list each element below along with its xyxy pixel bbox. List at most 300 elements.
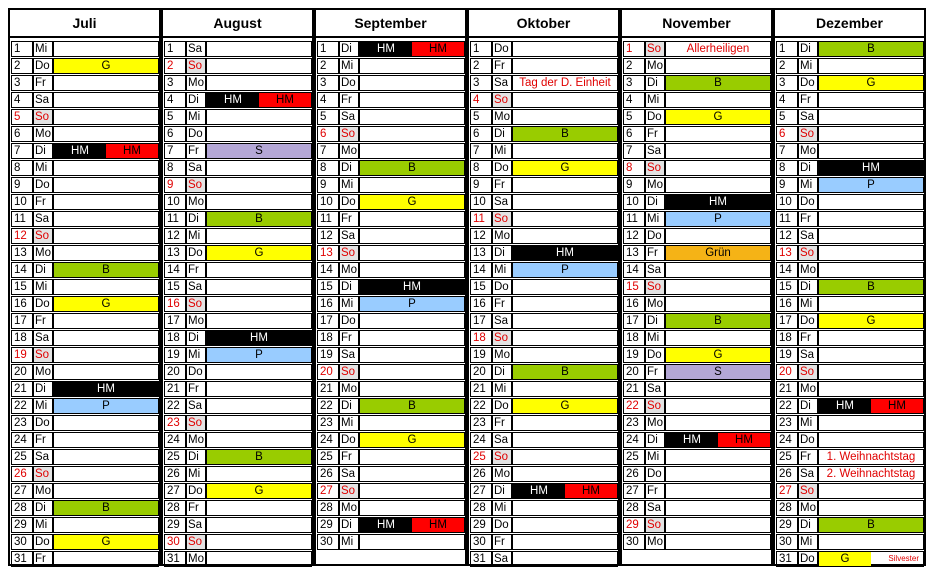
event-hm-red: HM xyxy=(412,42,464,56)
event-cell[interactable] xyxy=(665,364,771,380)
event-cell[interactable] xyxy=(512,75,618,91)
day-row xyxy=(10,92,159,109)
weekday: Mi xyxy=(798,58,818,74)
event-cell[interactable] xyxy=(53,160,159,176)
event-cell[interactable] xyxy=(665,194,771,210)
day-row xyxy=(316,109,465,126)
day-number: 18 xyxy=(317,330,339,346)
event-hm: HM xyxy=(513,484,565,498)
day-row xyxy=(10,143,159,160)
day-row xyxy=(775,262,924,279)
event-cell[interactable] xyxy=(206,415,312,431)
event-cell[interactable] xyxy=(665,109,771,125)
event-cell[interactable] xyxy=(818,432,924,448)
day-number: 27 xyxy=(623,483,645,499)
event-cell[interactable] xyxy=(359,58,465,74)
day-number: 16 xyxy=(470,296,492,312)
event-cell[interactable] xyxy=(53,92,159,108)
event-cell[interactable] xyxy=(665,534,771,550)
event-cell[interactable] xyxy=(206,92,312,108)
event-cell[interactable] xyxy=(818,58,924,74)
event-cell[interactable] xyxy=(359,228,465,244)
event-cell[interactable] xyxy=(206,160,312,176)
event-cell[interactable] xyxy=(665,432,771,448)
event-cell[interactable] xyxy=(53,449,159,465)
event-cell[interactable] xyxy=(665,92,771,108)
weekday: So xyxy=(492,92,512,108)
event-cell[interactable] xyxy=(665,296,771,312)
event-cell[interactable] xyxy=(53,194,159,210)
event-cell[interactable] xyxy=(206,483,312,499)
event-cell[interactable] xyxy=(665,483,771,499)
event-cell[interactable] xyxy=(818,296,924,312)
day-number: 28 xyxy=(470,500,492,516)
event-cell[interactable] xyxy=(53,245,159,261)
event-cell[interactable] xyxy=(53,211,159,227)
event-cell[interactable] xyxy=(512,398,618,414)
event-cell[interactable] xyxy=(665,500,771,516)
event-cell[interactable] xyxy=(818,415,924,431)
weekday: Sa xyxy=(798,347,818,363)
weekday: Mo xyxy=(186,75,206,91)
event-cell[interactable] xyxy=(53,364,159,380)
event-cell[interactable] xyxy=(53,347,159,363)
day-row xyxy=(775,228,924,245)
event-cell[interactable] xyxy=(512,92,618,108)
event-cell[interactable] xyxy=(665,126,771,142)
weekday: Sa xyxy=(339,347,359,363)
day-row xyxy=(10,330,159,347)
event-cell[interactable] xyxy=(512,194,618,210)
event-cell[interactable] xyxy=(512,160,618,176)
day-row xyxy=(622,534,771,551)
event-cell[interactable] xyxy=(206,432,312,448)
weekday: Fr xyxy=(186,143,206,159)
event-cell[interactable] xyxy=(665,466,771,482)
day-row xyxy=(469,449,618,466)
event-cell[interactable] xyxy=(359,415,465,431)
event-cell[interactable] xyxy=(665,41,771,57)
event-cell[interactable] xyxy=(359,517,465,533)
event-cell[interactable] xyxy=(206,313,312,329)
event-b: B xyxy=(867,43,875,55)
day-number: 16 xyxy=(164,296,186,312)
event-cell[interactable] xyxy=(665,347,771,363)
event-cell[interactable] xyxy=(53,381,159,397)
event-cell[interactable] xyxy=(665,58,771,74)
weekday: Mo xyxy=(33,483,53,499)
event-cell[interactable] xyxy=(359,245,465,261)
event-cell[interactable] xyxy=(206,194,312,210)
event-cell[interactable] xyxy=(359,330,465,346)
event-p: P xyxy=(255,349,263,361)
day-row xyxy=(163,160,312,177)
event-cell[interactable] xyxy=(53,109,159,125)
event-cell[interactable] xyxy=(206,364,312,380)
event-cell[interactable] xyxy=(818,177,924,193)
event-cell[interactable] xyxy=(206,534,312,550)
day-row xyxy=(469,279,618,296)
day-row xyxy=(10,177,159,194)
event-p: P xyxy=(561,264,569,276)
event-cell[interactable] xyxy=(206,398,312,414)
day-number: 7 xyxy=(623,143,645,159)
day-number: 26 xyxy=(470,466,492,482)
weekday: Mi xyxy=(339,296,359,312)
event-cell[interactable] xyxy=(359,381,465,397)
event-cell[interactable] xyxy=(206,41,312,57)
event-cell[interactable] xyxy=(53,75,159,91)
weekday: Di xyxy=(645,194,665,210)
event-cell[interactable] xyxy=(665,177,771,193)
event-cell[interactable] xyxy=(818,551,924,567)
event-cell[interactable] xyxy=(512,313,618,329)
event-cell[interactable] xyxy=(512,551,618,567)
event-p: P xyxy=(102,400,110,412)
event-cell[interactable] xyxy=(359,109,465,125)
weekday: Di xyxy=(645,313,665,329)
event-cell[interactable] xyxy=(512,432,618,448)
event-cell[interactable] xyxy=(206,228,312,244)
event-cell[interactable] xyxy=(665,75,771,91)
day-row xyxy=(469,194,618,211)
day-row xyxy=(163,245,312,262)
event-cell[interactable] xyxy=(53,313,159,329)
day-row xyxy=(469,466,618,483)
event-cell[interactable] xyxy=(818,483,924,499)
day-row xyxy=(469,534,618,551)
event-cell[interactable] xyxy=(359,364,465,380)
event-cell[interactable] xyxy=(359,41,465,57)
event-cell[interactable] xyxy=(359,466,465,482)
event-cell[interactable] xyxy=(359,432,465,448)
weekday: Do xyxy=(645,347,665,363)
event-cell[interactable] xyxy=(206,466,312,482)
day-number: 12 xyxy=(470,228,492,244)
event-cell[interactable] xyxy=(53,415,159,431)
day-row xyxy=(10,517,159,534)
day-row xyxy=(10,551,159,568)
event-cell[interactable] xyxy=(359,534,465,550)
event-cell[interactable] xyxy=(359,126,465,142)
weekday: Sa xyxy=(186,160,206,176)
weekday: Di xyxy=(645,432,665,448)
event-cell[interactable] xyxy=(512,262,618,278)
event-cell[interactable] xyxy=(53,143,159,159)
event-b: B xyxy=(867,281,875,293)
weekday: Fr xyxy=(492,58,512,74)
event-cell[interactable] xyxy=(359,449,465,465)
event-cell[interactable] xyxy=(206,143,312,159)
event-cell[interactable] xyxy=(665,415,771,431)
event-cell[interactable] xyxy=(818,330,924,346)
day-row xyxy=(622,41,771,58)
event-cell[interactable] xyxy=(818,466,924,482)
event-cell[interactable] xyxy=(665,143,771,159)
day-row xyxy=(622,313,771,330)
event-cell[interactable] xyxy=(206,279,312,295)
event-cell[interactable] xyxy=(665,211,771,227)
event-cell[interactable] xyxy=(818,381,924,397)
event-cell[interactable] xyxy=(512,364,618,380)
day-row xyxy=(316,58,465,75)
event-cell[interactable] xyxy=(818,398,924,414)
event-cell[interactable] xyxy=(512,381,618,397)
event-cell[interactable] xyxy=(818,160,924,176)
event-cell[interactable] xyxy=(53,228,159,244)
event-cell[interactable] xyxy=(206,75,312,91)
event-cell[interactable] xyxy=(359,500,465,516)
event-cell[interactable] xyxy=(206,500,312,516)
event-cell[interactable] xyxy=(818,143,924,159)
weekday: Do xyxy=(798,313,818,329)
event-cell[interactable] xyxy=(818,534,924,550)
weekday: Sa xyxy=(645,143,665,159)
weekday: Mo xyxy=(186,313,206,329)
day-row xyxy=(469,296,618,313)
event-cell[interactable] xyxy=(53,534,159,550)
event-cell[interactable] xyxy=(53,432,159,448)
event-cell[interactable] xyxy=(512,347,618,363)
day-row xyxy=(316,41,465,58)
event-cell[interactable] xyxy=(665,279,771,295)
weekday: So xyxy=(186,296,206,312)
event-cell[interactable] xyxy=(665,398,771,414)
weekday: Sa xyxy=(645,500,665,516)
event-cell[interactable] xyxy=(512,296,618,312)
event-cell[interactable] xyxy=(512,109,618,125)
day-number: 25 xyxy=(317,449,339,465)
event-cell[interactable] xyxy=(818,517,924,533)
day-row xyxy=(316,262,465,279)
event-cell[interactable] xyxy=(206,211,312,227)
event-cell[interactable] xyxy=(512,500,618,516)
event-cell[interactable] xyxy=(818,500,924,516)
day-number: 31 xyxy=(776,551,798,567)
event-cell[interactable] xyxy=(206,551,312,567)
event-cell[interactable] xyxy=(206,126,312,142)
event-cell[interactable] xyxy=(818,211,924,227)
event-cell[interactable] xyxy=(818,194,924,210)
event-cell[interactable] xyxy=(818,347,924,363)
day-number: 26 xyxy=(776,466,798,482)
event-cell[interactable] xyxy=(665,245,771,261)
event-cell[interactable] xyxy=(512,517,618,533)
weekday: Fr xyxy=(492,296,512,312)
event-cell[interactable] xyxy=(359,483,465,499)
day-row xyxy=(10,296,159,313)
event-cell[interactable] xyxy=(53,551,159,567)
day-number: 7 xyxy=(776,143,798,159)
event-cell[interactable] xyxy=(359,194,465,210)
event-cell[interactable] xyxy=(359,296,465,312)
event-b: B xyxy=(714,77,722,89)
event-cell[interactable] xyxy=(206,109,312,125)
event-cell[interactable] xyxy=(359,279,465,295)
event-cell[interactable] xyxy=(512,330,618,346)
day-number: 18 xyxy=(623,330,645,346)
event-cell[interactable] xyxy=(512,483,618,499)
event-cell[interactable] xyxy=(665,330,771,346)
event-cell[interactable] xyxy=(206,58,312,74)
event-cell[interactable] xyxy=(53,296,159,312)
event-cell[interactable] xyxy=(665,228,771,244)
event-cell[interactable] xyxy=(665,381,771,397)
day-row xyxy=(469,551,618,568)
event-cell[interactable] xyxy=(359,160,465,176)
event-cell[interactable] xyxy=(818,228,924,244)
event-hm: HM xyxy=(54,144,106,158)
month-title: Oktober xyxy=(469,10,618,38)
event-cell[interactable] xyxy=(53,466,159,482)
day-number: 22 xyxy=(470,398,492,414)
event-cell[interactable] xyxy=(53,177,159,193)
event-cell[interactable] xyxy=(818,41,924,57)
event-cell[interactable] xyxy=(359,398,465,414)
event-cell[interactable] xyxy=(665,313,771,329)
event-cell[interactable] xyxy=(53,483,159,499)
day-number: 2 xyxy=(11,58,33,74)
day-number: 25 xyxy=(623,449,645,465)
event-cell[interactable] xyxy=(206,330,312,346)
day-number: 30 xyxy=(776,534,798,550)
day-number: 3 xyxy=(623,75,645,91)
day-number: 16 xyxy=(11,296,33,312)
event-cell[interactable] xyxy=(206,262,312,278)
event-cell[interactable] xyxy=(53,330,159,346)
day-row xyxy=(775,92,924,109)
day-row xyxy=(469,58,618,75)
event-cell[interactable] xyxy=(512,211,618,227)
day-row xyxy=(163,483,312,500)
event-cell[interactable] xyxy=(665,517,771,533)
event-cell[interactable] xyxy=(512,466,618,482)
event-cell[interactable] xyxy=(818,313,924,329)
weekday: Di xyxy=(798,160,818,176)
event-cell[interactable] xyxy=(512,228,618,244)
event-cell[interactable] xyxy=(206,517,312,533)
day-number: 6 xyxy=(776,126,798,142)
day-row xyxy=(775,500,924,517)
event-cell[interactable] xyxy=(512,449,618,465)
day-number: 5 xyxy=(776,109,798,125)
day-number: 4 xyxy=(623,92,645,108)
event-cell[interactable] xyxy=(512,245,618,261)
event-cell[interactable] xyxy=(359,75,465,91)
event-cell[interactable] xyxy=(818,279,924,295)
weekday: Di xyxy=(186,449,206,465)
event-cell[interactable] xyxy=(512,143,618,159)
day-row xyxy=(622,381,771,398)
event-cell[interactable] xyxy=(206,177,312,193)
weekday: Mi xyxy=(33,398,53,414)
event-cell[interactable] xyxy=(818,126,924,142)
event-cell[interactable] xyxy=(206,449,312,465)
event-cell[interactable] xyxy=(512,534,618,550)
weekday: Di xyxy=(339,279,359,295)
day-number: 13 xyxy=(11,245,33,261)
day-row xyxy=(10,279,159,296)
day-row xyxy=(622,126,771,143)
day-number: 23 xyxy=(776,415,798,431)
day-row xyxy=(469,500,618,517)
day-number: 22 xyxy=(164,398,186,414)
event-cell[interactable] xyxy=(53,517,159,533)
day-number: 8 xyxy=(11,160,33,176)
event-cell[interactable] xyxy=(359,347,465,363)
day-number: 30 xyxy=(623,534,645,550)
event-cell[interactable] xyxy=(818,75,924,91)
event-cell[interactable] xyxy=(359,177,465,193)
event-cell[interactable] xyxy=(512,41,618,57)
weekday: So xyxy=(492,330,512,346)
weekday: Sa xyxy=(339,228,359,244)
event-cell[interactable] xyxy=(818,364,924,380)
event-cell[interactable] xyxy=(359,211,465,227)
event-cell[interactable] xyxy=(512,177,618,193)
event-cell[interactable] xyxy=(818,262,924,278)
weekday: Mo xyxy=(798,143,818,159)
day-number: 6 xyxy=(11,126,33,142)
weekday: Mo xyxy=(33,245,53,261)
event-cell[interactable] xyxy=(665,160,771,176)
event-cell[interactable] xyxy=(53,500,159,516)
event-cell[interactable] xyxy=(818,449,924,465)
month-oktober xyxy=(467,8,620,566)
event-cell[interactable] xyxy=(818,245,924,261)
event-cell[interactable] xyxy=(206,296,312,312)
event-cell[interactable] xyxy=(53,262,159,278)
event-cell[interactable] xyxy=(512,126,618,142)
day-number: 13 xyxy=(164,245,186,261)
event-cell[interactable] xyxy=(53,398,159,414)
event-cell[interactable] xyxy=(206,381,312,397)
event-cell[interactable] xyxy=(206,347,312,363)
event-cell[interactable] xyxy=(512,415,618,431)
day-number: 8 xyxy=(623,160,645,176)
event-cell[interactable] xyxy=(53,41,159,57)
event-cell[interactable] xyxy=(512,58,618,74)
event-cell[interactable] xyxy=(53,126,159,142)
day-row xyxy=(163,517,312,534)
event-cell[interactable] xyxy=(665,262,771,278)
day-number: 12 xyxy=(164,228,186,244)
weekday: Mo xyxy=(798,262,818,278)
day-number: 9 xyxy=(623,177,645,193)
event-cell[interactable] xyxy=(665,449,771,465)
day-number: 28 xyxy=(776,500,798,516)
event-cell[interactable] xyxy=(359,92,465,108)
event-cell[interactable] xyxy=(359,143,465,159)
event-cell[interactable] xyxy=(818,109,924,125)
day-row xyxy=(775,211,924,228)
day-row xyxy=(622,109,771,126)
event-cell[interactable] xyxy=(359,262,465,278)
event-cell[interactable] xyxy=(206,245,312,261)
event-cell[interactable] xyxy=(512,279,618,295)
event-cell[interactable] xyxy=(359,313,465,329)
weekday: Do xyxy=(33,58,53,74)
day-number: 24 xyxy=(623,432,645,448)
weekday: Sa xyxy=(33,92,53,108)
day-number: 6 xyxy=(623,126,645,142)
month-september xyxy=(314,8,467,566)
event-cell[interactable] xyxy=(818,92,924,108)
day-row xyxy=(469,177,618,194)
day-row xyxy=(163,381,312,398)
event-cell[interactable] xyxy=(53,279,159,295)
event-cell[interactable] xyxy=(53,58,159,74)
